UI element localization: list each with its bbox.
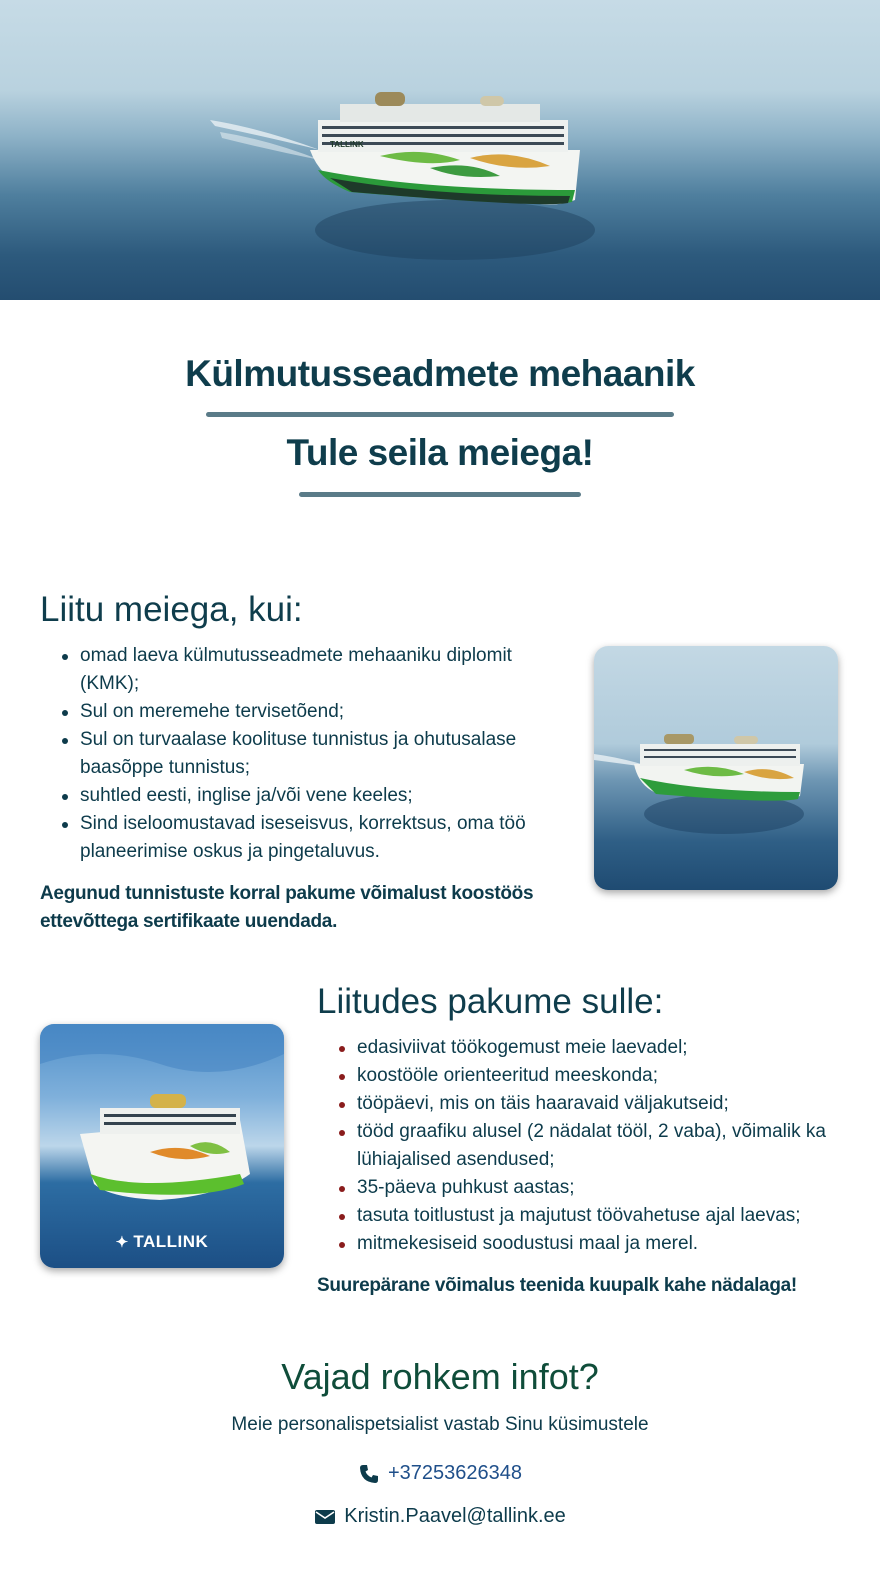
phone-icon [358,1463,380,1485]
list-item: omad laeva külmutusseadmete mehaaniku diplomit (KMK); [40,642,560,698]
requirements-heading: Liitu meiega, kui: [40,590,303,629]
email-row [0,1505,880,1528]
list-item: Sind iseloomustavad iseseisvus, korrektsus, oma töö planeerimise oskus ja pingetaluvus. [40,810,560,866]
list-item: mitmekesiseid soodustusi maal ja merel. [317,1230,847,1258]
contact-lead: Meie personalispetsialist vastab Sinu küsimustele [231,1414,649,1435]
job-title: Külmutusseadmete mehaanik [185,353,695,394]
envelope-icon [314,1506,336,1528]
svg-text:TALLINK: TALLINK [330,140,364,149]
ship-photo-sea [594,646,838,890]
list-item: tööpäevi, mis on täis haaravaid väljakutseid; [317,1090,847,1118]
hero-image [0,0,880,300]
email-text[interactable]: Kristin.Paavel@tallink.ee [344,1505,566,1527]
list-item: suhtled eesti, inglise ja/või vene keeles; [40,782,560,810]
contact-section [0,1356,880,1528]
list-item: 35-päeva puhkust aastas; [317,1174,847,1202]
list-item: koostööle orienteeritud meeskonda; [317,1062,847,1090]
list-item: tasuta toitlustust ja majutust töövahetuse ajal laevas; [317,1202,847,1230]
requirements-note: Aegunud tunnistuste korral pakume võimalust koostöös ettevõttega sertifikaate uuendada. [40,883,534,932]
list-item: edasiviivat töökogemust meie laevadel; [317,1034,847,1062]
requirements-section [40,590,560,936]
offer-heading: Liitudes pakume sulle: [317,982,664,1021]
list-item: Sul on meremehe tervisetõend; [40,698,560,726]
offer-list [317,1034,847,1258]
tallink-logo-text: TALLINK [133,1232,209,1251]
contact-heading: Vajad rohkem infot? [281,1356,599,1397]
tallink-logo-icon: ✦ [115,1234,134,1251]
list-item: tööd graafiku alusel (2 nädalat tööl, 2 vaba), võimalik ka lühiajalised asendused; [317,1118,847,1174]
ship-illustration [0,0,880,300]
requirements-list [40,642,560,866]
tagline: Tule seila meiega! [286,432,594,473]
offer-note: Suurepärane võimalus teenida kuupalk kahe nädalaga! [317,1275,797,1296]
phone-link[interactable]: +37253626348 [387,1462,523,1484]
title-divider [206,412,674,417]
phone-row [0,1462,880,1485]
list-item: Sul on turvaalase koolituse tunnistus ja ohutusalase baasõppe tunnistus; [40,726,560,782]
ship-photo-tallink [40,1024,284,1268]
offer-section [317,982,847,1300]
tallink-logo [40,1232,284,1252]
tagline-divider [299,492,581,497]
